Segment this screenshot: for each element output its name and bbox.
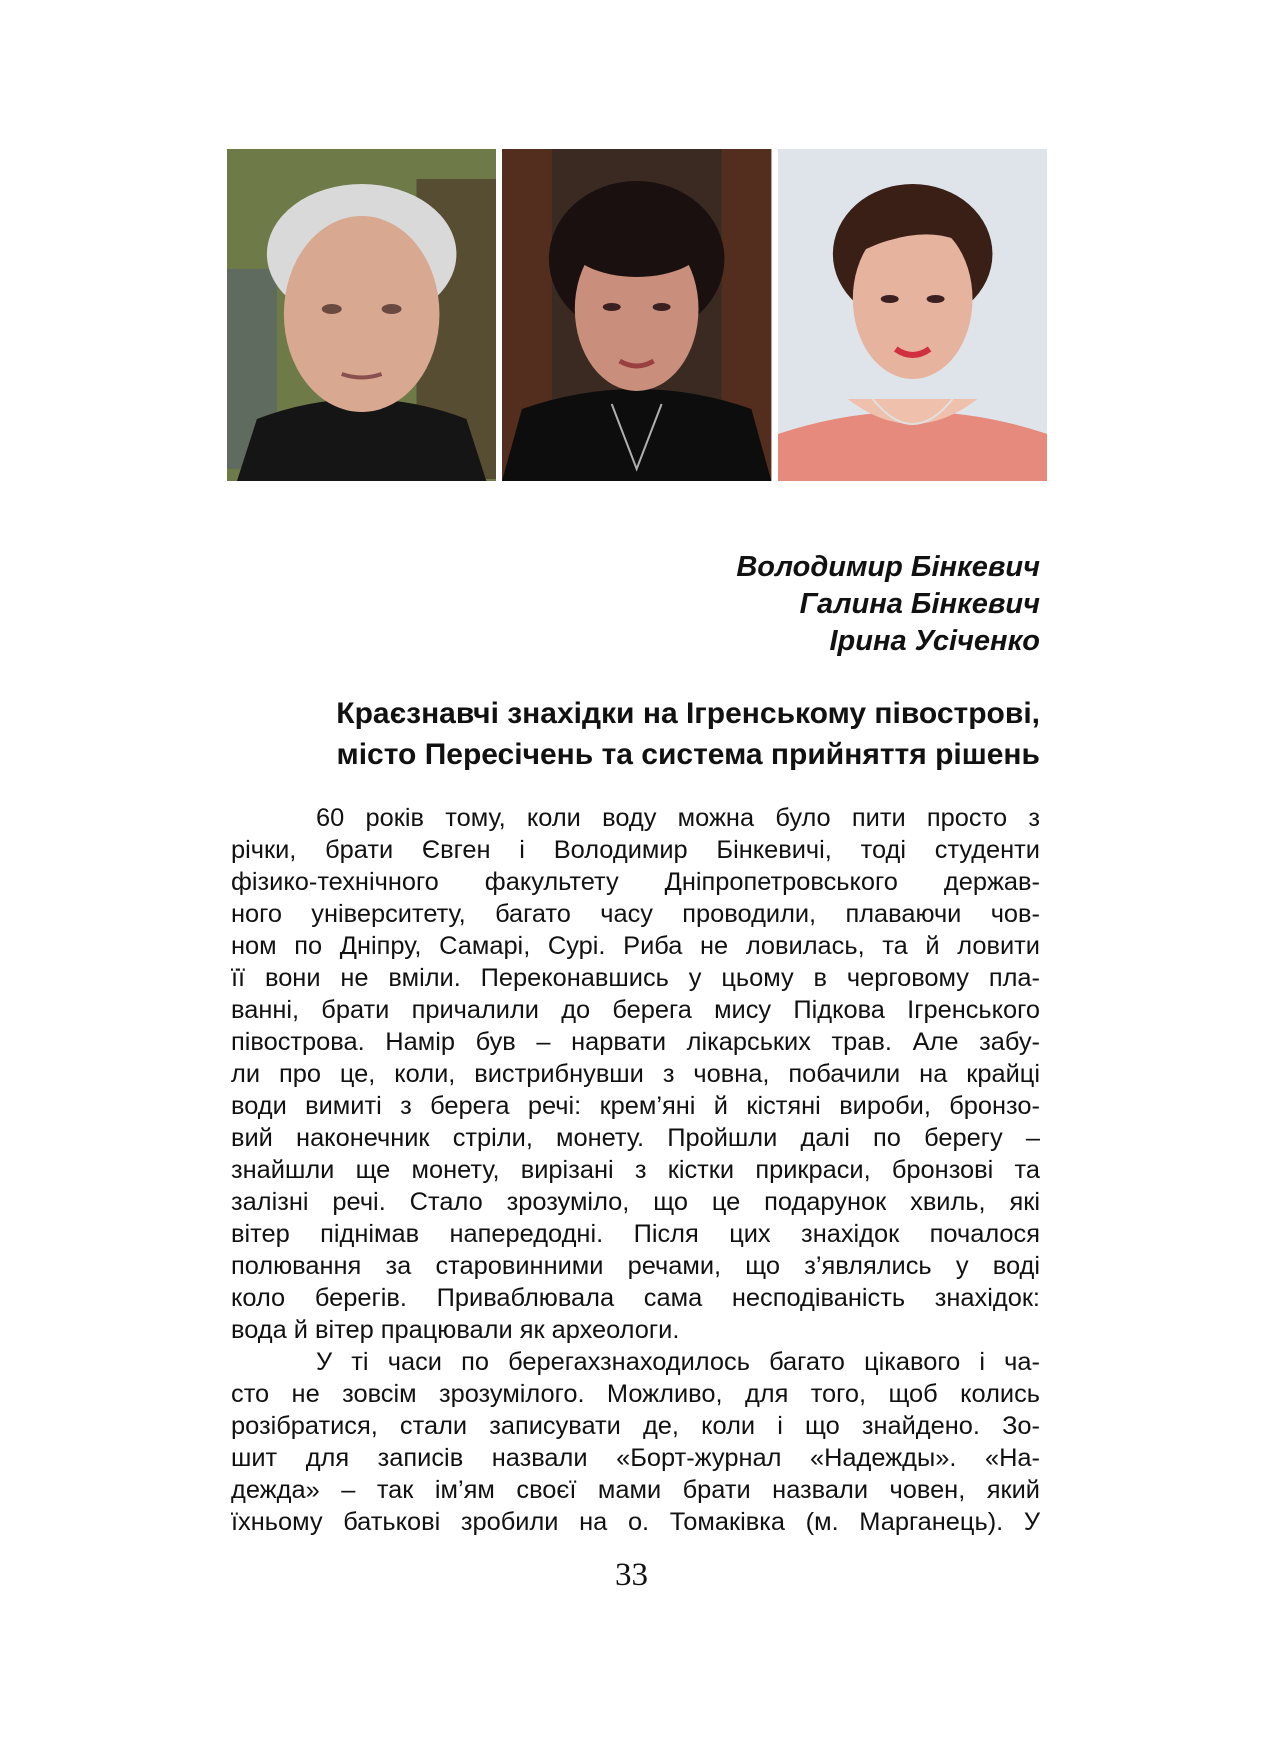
- author-name: Ірина Усіченко: [829, 625, 1040, 657]
- body-line: вітер піднімав напередодні. Після цих знахідок почалося: [231, 1220, 1040, 1248]
- portrait-strip: [227, 149, 1047, 481]
- title-line: Краєзнавчі знахідки на Ігренському півострові,: [336, 697, 1040, 730]
- body-line: їхньому батькові зробили на о. Томаківка (м. Марганець). У: [231, 1508, 1040, 1536]
- body-line: розібратися, стали записувати де, коли і що знайдено. Зо-: [231, 1412, 1040, 1440]
- body-line: її вони не вміли. Переконавшись у цьому в черговому пла-: [231, 964, 1040, 992]
- author-name: Галина Бінкевич: [799, 588, 1040, 620]
- author-name: Володимир Бінкевич: [736, 551, 1040, 583]
- body-line: знайшли ще монету, вирізані з кістки прикраси, бронзові та: [231, 1156, 1040, 1184]
- body-line: сто не зовсім зрозумілого. Можливо, для того, щоб колись: [231, 1380, 1040, 1408]
- body-line: 60 років тому, коли воду можна було пити просто з: [316, 804, 1040, 832]
- page-number: 33: [615, 1557, 648, 1593]
- body-line: півострова. Намір був – нарвати лікарських трав. Але забу-: [231, 1028, 1040, 1056]
- body-line: дежда» – так ім’ям своєї мами брати назвали човен, який: [231, 1476, 1040, 1504]
- title-line: місто Пересічень та система прийняття рішень: [336, 738, 1040, 771]
- body-line: ном по Дніпру, Самарі, Сурі. Риба не ловилась, та й ловити: [231, 932, 1040, 960]
- body-line: У ті часи по берегахзнаходилось багато цікавого і ча-: [316, 1348, 1040, 1376]
- portrait-volodymyr: [227, 149, 496, 481]
- body-line: річки, брати Євген і Володимир Бінкевичі, тоді студенти: [231, 836, 1040, 864]
- body-line: вий наконечник стріли, монету. Пройшли далі по берегу –: [231, 1124, 1040, 1152]
- article-title: [336, 693, 1040, 775]
- body-line: фізико-технічного факультету Дніпропетровського держав-: [231, 868, 1040, 896]
- author-list: [736, 549, 1040, 660]
- body-line: ного університету, багато часу проводили, плаваючи чов-: [231, 900, 1040, 928]
- body-line: шит для записів назвали «Борт-журнал «Надежды». «На-: [231, 1444, 1040, 1472]
- portrait-halyna: [502, 149, 771, 481]
- body-line: полювання за старовинними речами, що з’являлись у воді: [231, 1252, 1040, 1280]
- body-line: залізні речі. Стало зрозуміло, що це подарунок хвиль, які: [231, 1188, 1040, 1216]
- body-line: ванні, брати причалили до берега мису Підкова Ігренського: [231, 996, 1040, 1024]
- body-line: ли про це, коли, вистрибнувши з човна, побачили на крайці: [231, 1060, 1040, 1088]
- body-line: коло берегів. Приваблювала сама несподіваність знахідок:: [231, 1284, 1040, 1312]
- body-line: води вимиті з берега речі: крем’яні й кістяні вироби, бронзо-: [231, 1092, 1040, 1120]
- body-line: вода й вітер працювали як археологи.: [231, 1316, 680, 1344]
- portrait-iryna: [778, 149, 1047, 481]
- article-body: [231, 802, 1040, 1538]
